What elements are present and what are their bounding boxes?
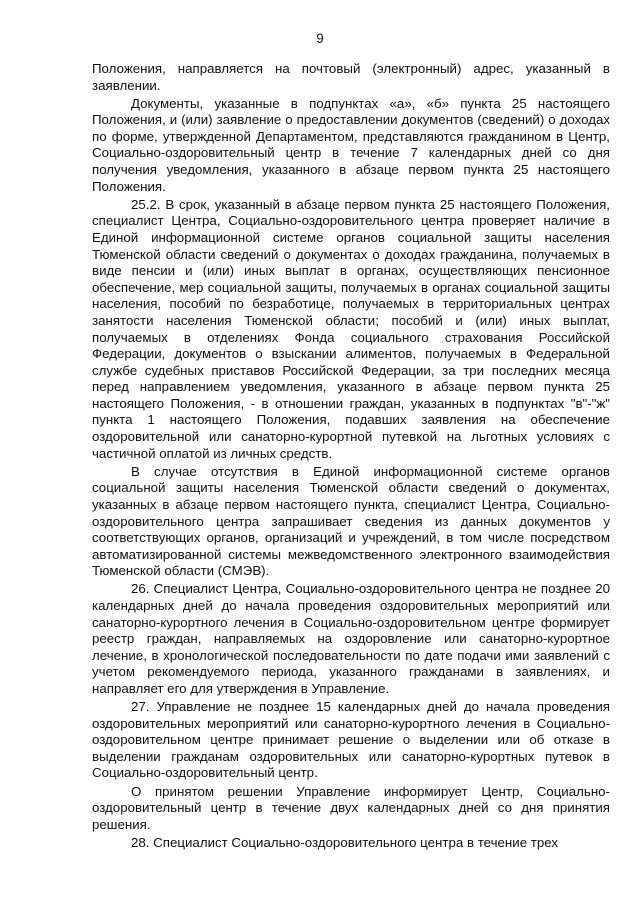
- paragraph-absence-of-data: В случае отсутствия в Единой информационной системе органов социальной защиты населения Тюменской области сведений о документах, указанных в абзаце первом настоящего пункта, специалист Центра, Социально-оздоровительного центра запрашивает сведения из данных документов у соответствующих органов, организаций и учреждений, в том числе посредством автоматизированной системы межведомственного электронного взаимодействия Тюменской области (СМЭВ).: [92, 463, 610, 579]
- page-number: 9: [316, 31, 324, 46]
- paragraph-continuation: Положения, направляется на почтовый (электронный) адрес, указанный в заявлении.: [92, 61, 610, 93]
- paragraph-documents-submission: Документы, указанные в подпунктах «а», «б» пункта 25 настоящего Положения, и (или) заявление о предоставлении документов (сведений) о доходах по форме, утвержденной Департаментом, представляются гражданином в Центр, Социально-оздоровительный центр в течение 7 календарных дней со дня получения уведомления, указанного в абзаце первом пункта 25 настоящего Положения.: [92, 95, 610, 194]
- paragraph-26: 26. Специалист Центра, Социально-оздоровительного центра не позднее 20 календарных дней до начала проведения оздоровительных мероприятий или санаторно-курортного лечения в Социально-оздоровительном центре формирует реестр граждан, направляемых на оздоровление или санаторно-курортное лечение, в хронологической последовательности по дате подачи ими заявлений с учетом рекомендуемого периода, указанного гражданами в заявлениях, и направляет его для утверждения в Управление.: [92, 581, 610, 696]
- paragraph-28: 28. Специалист Социально-оздоровительного центра в течение трех: [131, 834, 559, 850]
- paragraph-25-2: 25.2. В срок, указанный в абзаце первом пункта 25 настоящего Положения, специалист Центра, Социально-оздоровительного центра проверяет наличие в Единой информационной системе органов социальной защиты населения Тюменской области сведений о документах о доходах гражданина, получаемых в виде пенсии и (или) иных выплат в органах, осуществляющих пенсионное обеспечение, мер социальной защиты, получаемых в органах социальной защиты населения, пособий по безработице, получаемых в территориальных центрах занятости населения Тюменской области; пособий и (или) иных выплат, получаемых в отделениях Фонда социального страхования Российской Федерации, документов о взыскании алиментов, получаемых в Федеральной службе судебных приставов Российской Федерации, за три последних месяца перед направлением уведомления, указанного в абзаце первом пункта 25 настоящего Положения, - в отношении граждан, указанных в подпунктах "в"-"ж" пункта 1 настоящего Положения, подавших заявления на обеспечение оздоровительной или санаторно-курортной путевкой на льготных условиях с частичной оплатой из личных средств.: [92, 196, 610, 461]
- paragraph-27: 27. Управление не позднее 15 календарных дней до начала проведения оздоровительных мероприятий или санаторно-курортного лечения в Социально-оздоровительном центре принимает решение о выделении или об отказе в выделении гражданам оздоровительных или санаторно-курортных путевок в Социально-оздоровительный центр.: [92, 699, 610, 781]
- paragraph-decision-notice: О принятом решении Управление информирует Центр, Социально-оздоровительный центр в течение двух календарных дней со дня принятия решения.: [92, 783, 610, 832]
- page-body: [92, 61, 610, 853]
